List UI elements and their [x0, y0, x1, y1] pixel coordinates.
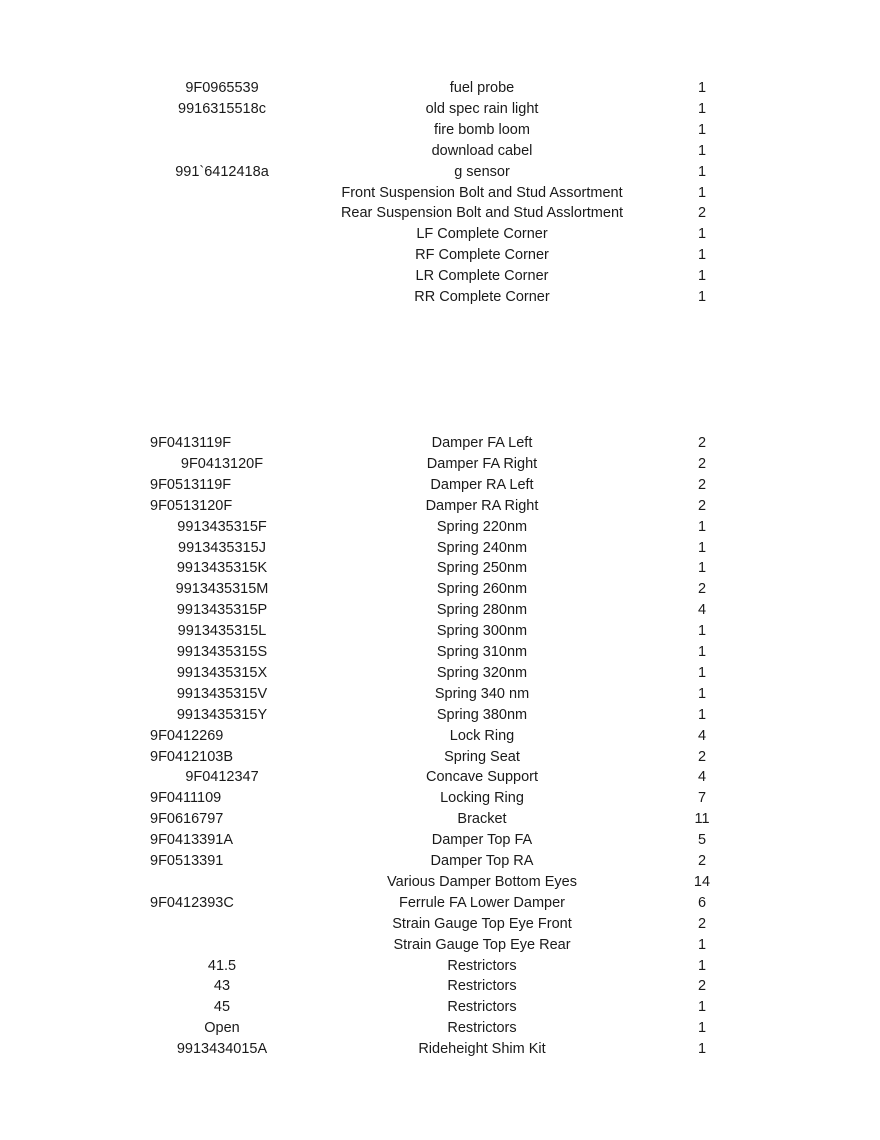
description-cell: Bracket [457, 811, 507, 828]
part-number-cell: Open [204, 1020, 240, 1037]
description-cell: Spring 340 nm [434, 685, 530, 702]
description-cell: Lock Ring [449, 727, 515, 744]
quantity-cell: 1 [697, 268, 707, 285]
description-cell: old spec rain light [425, 100, 539, 117]
table-row [0, 997, 880, 1018]
quantity-cell: 1 [697, 121, 707, 138]
description-cell: Strain Gauge Top Eye Rear [393, 936, 571, 953]
description-cell: download cabel [431, 142, 533, 159]
table-row [0, 642, 880, 663]
quantity-cell: 14 [693, 873, 711, 890]
part-number-cell: 9F0413391A [150, 832, 234, 849]
part-number-cell: 9913434015A [176, 1041, 268, 1058]
quantity-cell: 4 [697, 727, 707, 744]
description-cell: Damper RA Left [430, 476, 534, 493]
table-row [0, 830, 880, 851]
description-cell: Damper Top FA [431, 832, 533, 849]
quantity-cell: 1 [697, 560, 707, 577]
table-row [0, 1018, 880, 1039]
part-number-cell: 9913435315K [176, 560, 268, 577]
table-row [0, 956, 880, 977]
quantity-cell: 1 [697, 706, 707, 723]
quantity-cell: 2 [697, 915, 707, 932]
table-row [0, 851, 880, 872]
table-row [0, 517, 880, 538]
description-cell: Ferrule FA Lower Damper [398, 894, 565, 911]
quantity-cell: 1 [697, 936, 707, 953]
quantity-cell: 1 [697, 80, 707, 96]
table-row [0, 747, 880, 768]
part-number-cell: 9916315518c [178, 100, 266, 117]
quantity-cell: 1 [697, 163, 707, 180]
table-row [0, 558, 880, 579]
part-number-cell: 45 [213, 999, 231, 1016]
part-number-cell: 9913435315L [177, 623, 267, 640]
table-row [0, 266, 880, 287]
description-cell: Restrictors [447, 1020, 517, 1037]
part-number-cell: 43 [213, 978, 231, 995]
part-number-cell: 9913435315V [176, 685, 268, 702]
table-row [0, 203, 880, 224]
part-number-cell: 9F0412269 [150, 727, 224, 744]
table-row [0, 788, 880, 809]
description-cell: Locking Ring [440, 790, 524, 807]
part-number-cell: 9913435315F [177, 518, 267, 535]
table-row [0, 183, 880, 204]
quantity-cell: 1 [697, 999, 707, 1016]
part-number-cell: 9913435315P [176, 602, 268, 619]
description-cell: Spring 220nm [436, 518, 528, 535]
table-row [0, 454, 880, 475]
part-number-cell: 9F0413120F [180, 455, 264, 472]
quantity-cell: 2 [697, 205, 707, 222]
description-cell: Spring 250nm [436, 560, 528, 577]
description-cell: Damper FA Right [426, 455, 538, 472]
quantity-cell: 1 [697, 142, 707, 159]
part-number-cell: 9F0412393C [150, 894, 234, 911]
description-cell: Spring 280nm [436, 602, 528, 619]
table-row [0, 99, 880, 120]
table-row [0, 976, 880, 997]
table-row [0, 872, 880, 893]
part-number-cell: 9913435315X [176, 664, 268, 681]
table-row [0, 935, 880, 956]
description-cell: Spring Seat [444, 748, 520, 765]
description-cell: fire bomb loom [434, 121, 530, 138]
quantity-cell: 1 [697, 623, 707, 640]
part-number-cell: 9913435315S [176, 644, 268, 660]
table-row [0, 914, 880, 935]
description-cell: Spring 320nm [436, 664, 528, 681]
table-row [0, 705, 880, 726]
quantity-cell: 2 [697, 978, 707, 995]
part-number-cell: 9F0411109 [150, 790, 222, 807]
quantity-cell: 1 [697, 247, 707, 264]
quantity-cell: 1 [697, 685, 707, 702]
description-cell: Rear Suspension Bolt and Stud Asslortment [340, 205, 624, 222]
quantity-cell: 1 [697, 644, 707, 660]
description-cell: Spring 240nm [436, 539, 528, 556]
part-number-cell: 9F0616797 [150, 811, 224, 828]
table-row [0, 245, 880, 266]
table-row [0, 579, 880, 600]
table-row [0, 767, 880, 788]
part-number-cell: 9913435315M [175, 581, 269, 598]
table-row [0, 893, 880, 914]
description-cell: Rideheight Shim Kit [418, 1041, 546, 1058]
description-cell: Spring 310nm [436, 644, 528, 660]
quantity-cell: 11 [694, 811, 710, 828]
table-row [0, 663, 880, 684]
part-number-cell: 41.5 [207, 957, 237, 974]
description-cell: Damper Top RA [430, 853, 534, 869]
table-row [0, 287, 880, 308]
description-cell: Damper FA Left [431, 435, 533, 451]
part-number-cell: 9913435315J [178, 539, 266, 556]
table-row [0, 726, 880, 747]
description-cell: Damper RA Right [425, 497, 539, 514]
quantity-cell: 1 [697, 226, 707, 243]
description-cell: Various Damper Bottom Eyes [387, 873, 577, 890]
quantity-cell: 1 [697, 539, 707, 556]
quantity-cell: 2 [697, 853, 707, 869]
table-row [0, 496, 880, 517]
quantity-cell: 1 [697, 518, 707, 535]
quantity-cell: 1 [697, 1041, 707, 1058]
part-number-cell: 9F0965539 [185, 80, 259, 96]
quantity-cell: 2 [697, 455, 707, 472]
table-row [0, 621, 880, 642]
table-row [0, 1039, 880, 1060]
part-number-cell: 9F0513391 [150, 853, 224, 869]
table-row [0, 141, 880, 162]
table-row [0, 684, 880, 705]
part-number-cell: 9F0513120F [150, 497, 233, 514]
part-number-cell: 991`6412418a [175, 163, 269, 180]
table-row [0, 600, 880, 621]
quantity-cell: 2 [697, 748, 707, 765]
description-cell: Restrictors [447, 999, 517, 1016]
description-cell: Front Suspension Bolt and Stud Assortment [341, 184, 623, 201]
description-cell: Restrictors [447, 978, 517, 995]
table-row [0, 433, 880, 454]
description-cell: Spring 380nm [436, 706, 528, 723]
table-row [0, 162, 880, 183]
description-cell: Spring 300nm [436, 623, 528, 640]
quantity-cell: 2 [697, 435, 707, 451]
part-number-cell: 9F0413119F [150, 435, 232, 451]
quantity-cell: 1 [697, 100, 707, 117]
quantity-cell: 4 [697, 769, 707, 786]
description-cell: Concave Support [425, 769, 539, 786]
quantity-cell: 5 [697, 832, 707, 849]
description-cell: RF Complete Corner [415, 247, 549, 264]
description-cell: Strain Gauge Top Eye Front [392, 915, 572, 932]
quantity-cell: 1 [697, 664, 707, 681]
quantity-cell: 7 [697, 790, 707, 807]
description-cell: RR Complete Corner [414, 289, 550, 305]
quantity-cell: 1 [697, 1020, 707, 1037]
table-row [0, 809, 880, 830]
description-cell: LF Complete Corner [416, 226, 548, 243]
quantity-cell: 2 [697, 476, 707, 493]
description-cell: LR Complete Corner [415, 268, 549, 285]
table-row [0, 224, 880, 245]
table-row [0, 78, 880, 99]
description-cell: fuel probe [449, 80, 515, 96]
description-cell: Spring 260nm [436, 581, 528, 598]
quantity-cell: 6 [697, 894, 707, 911]
table-row [0, 475, 880, 496]
quantity-cell: 4 [697, 602, 707, 619]
table-row [0, 538, 880, 559]
quantity-cell: 2 [697, 497, 707, 514]
part-number-cell: 9F0412103B [150, 748, 234, 765]
quantity-cell: 1 [697, 957, 707, 974]
part-number-cell: 9F0513119F [150, 476, 232, 493]
description-cell: Restrictors [447, 957, 517, 974]
table-row [0, 120, 880, 141]
part-number-cell: 9913435315Y [176, 706, 268, 723]
description-cell: g sensor [454, 163, 510, 180]
quantity-cell: 2 [697, 581, 707, 598]
part-number-cell: 9F0412347 [185, 769, 259, 786]
quantity-cell: 1 [697, 184, 707, 201]
quantity-cell: 1 [697, 289, 707, 305]
